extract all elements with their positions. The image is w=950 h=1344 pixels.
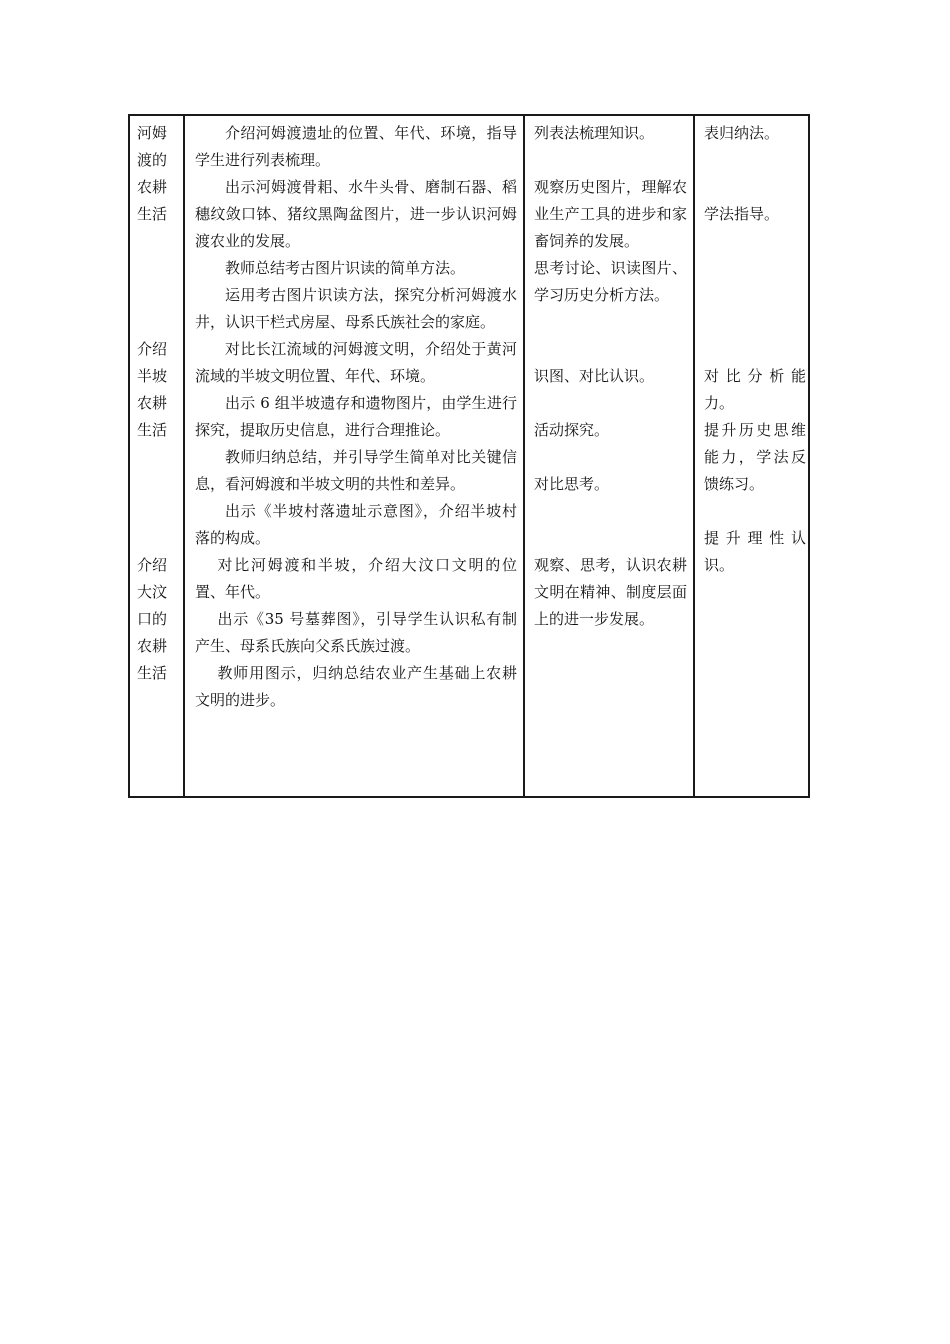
teacher-activity-item: 出示 6 组半坡遗存和遗物图片，由学生进行探究，提取历史信息，进行合理推论。 [195, 394, 517, 439]
lesson-table [128, 114, 810, 798]
student-activity-column [525, 116, 693, 796]
design-intent-item: 学法指导。 [704, 205, 780, 223]
design-intent-item: 提升历史思维能力，学法反馈练习。 [704, 421, 806, 493]
student-activity-item: 列表法梳理知识。 [534, 124, 655, 142]
student-activity-item: 对比思考。 [534, 475, 610, 493]
topic-dawenkou: 介绍大汶口的农耕生活 [137, 556, 168, 682]
design-intent-item: 提升理性认识。 [704, 529, 806, 574]
teacher-activity-item: 介绍河姆渡遗址的位置、年代、环境，指导学生进行列表梳理。 [195, 124, 517, 169]
topic-banpo: 介绍半坡农耕生活 [137, 340, 168, 439]
teacher-activity-column [185, 116, 523, 796]
teacher-activity-item: 出示河姆渡骨耜、水牛头骨、磨制石器、稻穗纹敛口钵、猪纹黑陶盆图片，进一步认识河姆渡农业的发展。 [195, 178, 517, 250]
teacher-activity-item: 对比长江流域的河姆渡文明，介绍处于黄河流域的半坡文明位置、年代、环境。 [195, 340, 517, 385]
teacher-activity-item: 教师归纳总结，并引导学生简单对比关键信息，看河姆渡和半坡文明的共性和差异。 [195, 448, 517, 493]
topic-column [130, 116, 183, 796]
teacher-activity-item: 出示《35 号墓葬图》，引导学生认识私有制产生、母系氏族向父系氏族过渡。 [195, 610, 517, 655]
teacher-activity-item: 出示《半坡村落遗址示意图》，介绍半坡村落的构成。 [195, 502, 517, 547]
teacher-activity-item: 教师用图示，归纳总结农业产生基础上农耕文明的进步。 [195, 664, 517, 709]
student-activity-item: 观察历史图片，理解农业生产工具的进步和家畜饲养的发展。 [534, 178, 687, 250]
student-activity-item: 观察、思考，认识农耕文明在精神、制度层面上的进一步发展。 [534, 556, 687, 628]
design-intent-item: 对比分析能力。 [704, 367, 806, 412]
topic-hemudu: 河姆渡的农耕生活 [137, 124, 168, 223]
student-activity-item: 活动探究。 [534, 421, 610, 439]
student-activity-item: 识图、对比认识。 [534, 367, 655, 385]
teacher-activity-item: 运用考古图片识读方法，探究分析河姆渡水井，认识干栏式房屋、母系氏族社会的家庭。 [195, 286, 517, 331]
teacher-activity-item: 教师总结考古图片识读的简单方法。 [225, 259, 466, 277]
design-intent-item: 表归纳法。 [704, 124, 780, 142]
design-intent-column [695, 116, 810, 796]
student-activity-item: 思考讨论、识读图片、学习历史分析方法。 [534, 259, 687, 304]
teacher-activity-item: 对比河姆渡和半坡，介绍大汶口文明的位置、年代。 [195, 556, 517, 601]
